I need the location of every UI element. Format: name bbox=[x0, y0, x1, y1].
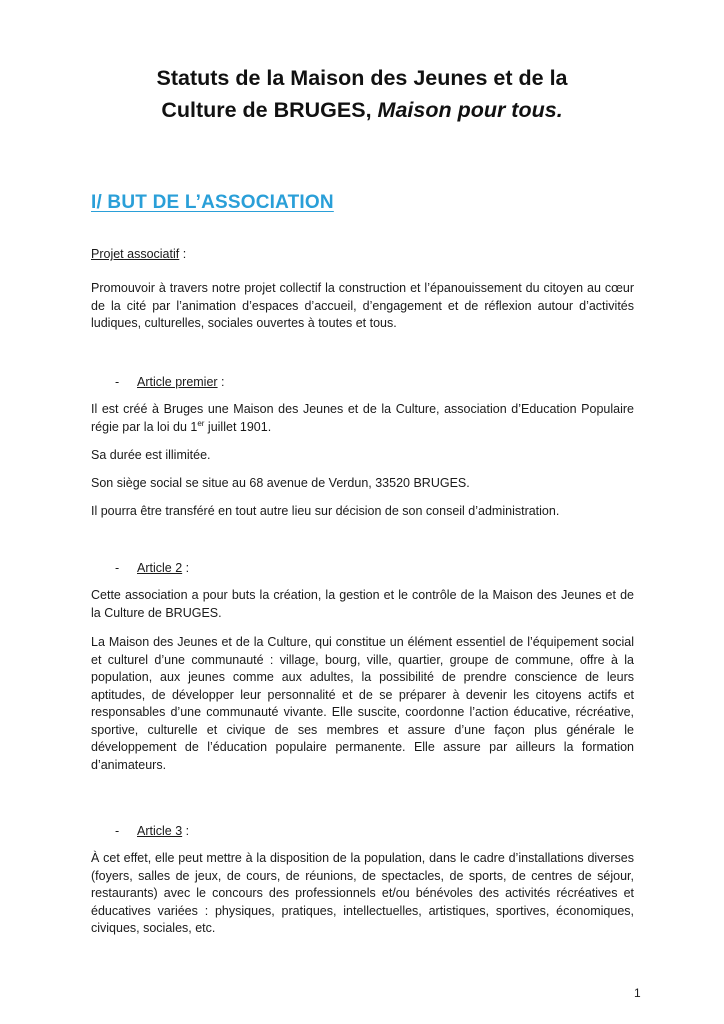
article-premier-paragraph-3: Son siège social se situe au 68 avenue de Verdun, 33520 BRUGES. bbox=[91, 476, 470, 490]
title-line-1: Statuts de la Maison des Jeunes et de la bbox=[156, 66, 568, 90]
article-premier-p1-after: juillet 1901. bbox=[204, 419, 272, 434]
article-premier-label bbox=[115, 374, 225, 391]
article-premier-paragraph-2: Sa durée est illimitée. bbox=[91, 448, 211, 462]
section-heading: I/ BUT DE L’ASSOCIATION bbox=[91, 192, 334, 213]
page-number: 1 bbox=[634, 986, 641, 1000]
article-premier-p1-sup: er bbox=[197, 418, 205, 428]
article-premier-paragraph-4: Il pourra être transféré en tout autre lieu sur décision de son conseil d’administration. bbox=[91, 504, 560, 518]
projet-associatif-text: Promouvoir à travers notre projet collectif la construction et l’épanouissement du citoyen au cœur de la cité par l’animation d’espaces d’accueil, d’engagement et de réflexion autour d’activités ludiques, culturelles, sociales ouvertes à toutes et tous. bbox=[91, 281, 634, 330]
article-3-colon: : bbox=[182, 824, 190, 838]
title-line-2-italic: Maison pour tous. bbox=[377, 98, 563, 122]
article-2-label-text: Article 2 bbox=[137, 561, 183, 575]
article-3-paragraph-1: À cet effet, elle peut mettre à la disposition de la population, dans le cadre d’installations diverses (foyers, salles de jeux, de cours, de réunions, de spectacles, de sports, de centres de séjour, restaurants) avec le concours des professionnels et/ou bénévoles des activités récréatives et éducatives variées : physiques, pratiques, intellectuelles, artistiques, sportives, économiques, civiques, sociales, etc. bbox=[91, 851, 634, 935]
article-premier-p1-before: Il est créé à Bruges une Maison des Jeunes et de la Culture, association d’Education Populaire régie par la loi du 1 bbox=[91, 402, 634, 434]
document-title bbox=[60, 62, 664, 126]
article-premier-label-text: Article premier bbox=[137, 375, 218, 389]
article-2-dash: - bbox=[115, 561, 120, 575]
title-line-2-regular: Culture de BRUGES, bbox=[161, 98, 378, 122]
article-premier-dash: - bbox=[115, 375, 120, 389]
article-3-dash: - bbox=[115, 824, 120, 838]
article-3-label-text: Article 3 bbox=[137, 824, 183, 838]
article-3-label bbox=[115, 823, 189, 840]
article-2-label bbox=[115, 560, 189, 577]
article-2-colon: : bbox=[182, 561, 190, 575]
projet-associatif-label bbox=[91, 246, 186, 263]
projet-associatif-colon: : bbox=[179, 247, 187, 261]
article-2-paragraph-1: Cette association a pour buts la création, la gestion et le contrôle de la Maison des Jeunes et de la Culture de BRUGES. bbox=[91, 588, 634, 620]
article-premier-paragraph-1 bbox=[91, 401, 634, 436]
article-2-paragraph-2: La Maison des Jeunes et de la Culture, qui constitue un élément essentiel de l’équipement social et culturel d’une communauté : village, bourg, ville, quartier, groupe de commune, offre à la population, aux jeunes comme aux adultes, la possibilité de prendre conscience de leurs aptitudes, de développer leur personnalité et de se préparer à devenir les citoyens actifs et responsables d’une communauté vivante. Elle suscite, coordonne l’action éducative, récréative, sportive, culturelle et civique de ses membres et assure d’une façon plus générale le développement de l’éducation populaire permanente. Elle assure par ailleurs la formation d’animateurs. bbox=[91, 635, 634, 772]
title-line-2 bbox=[60, 94, 664, 126]
article-premier-colon: : bbox=[217, 375, 225, 389]
projet-associatif-label-text: Projet associatif bbox=[91, 247, 180, 261]
